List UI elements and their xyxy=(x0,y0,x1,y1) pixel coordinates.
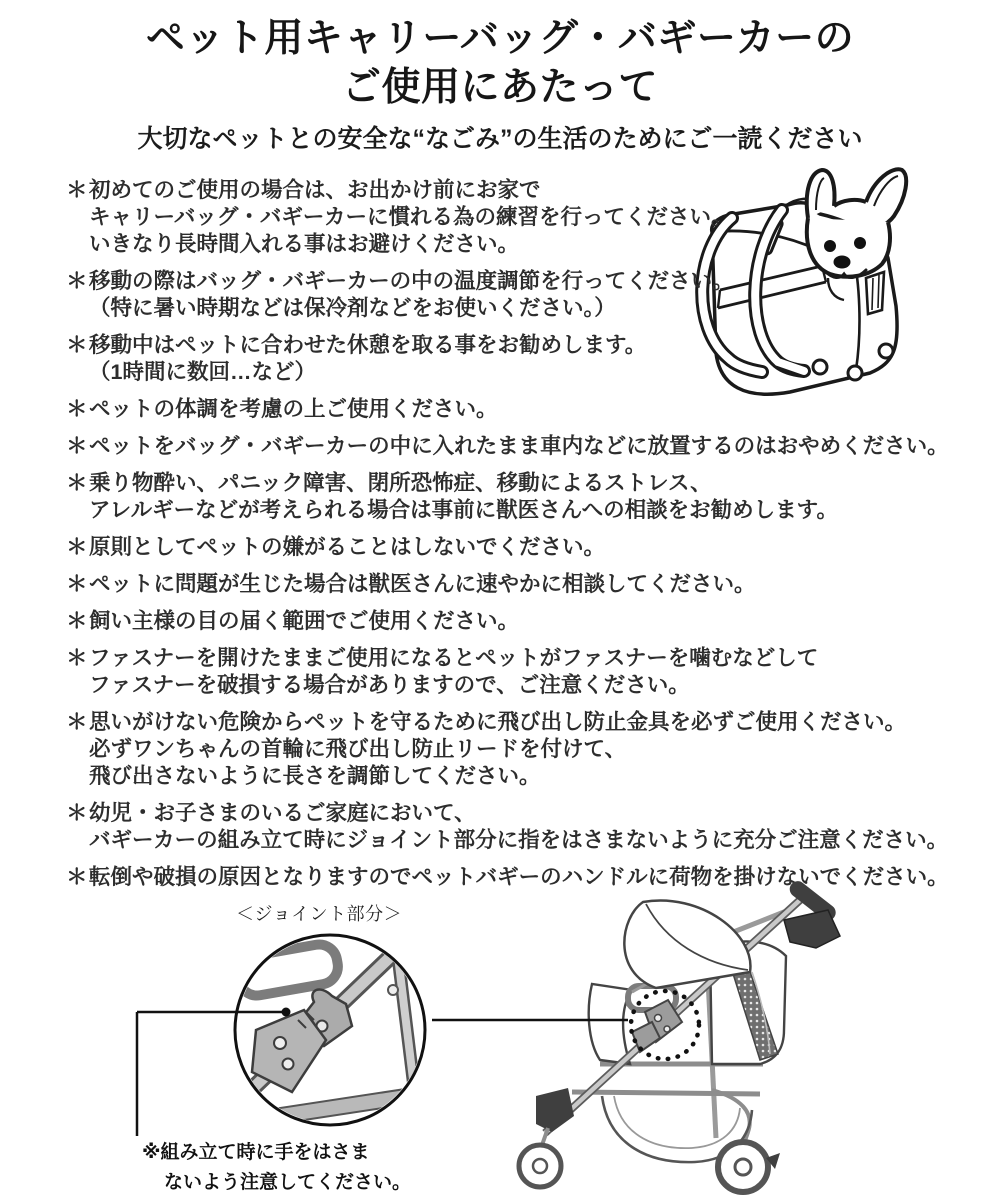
instruction-line: ペットに問題が生じた場合は獣医さんに速やかに相談してください。 xyxy=(89,572,756,596)
instruction-item xyxy=(66,177,976,258)
instruction-line: 移動の際はバッグ・バギーカーの中の温度調節を行ってください。 xyxy=(89,269,734,293)
page-title-line2: ご使用にあたって xyxy=(341,66,658,109)
instruction-item xyxy=(66,800,976,854)
instruction-item xyxy=(66,571,976,598)
instruction-line: いきなり長時間入れる事はお避けください。 xyxy=(89,232,520,256)
instruction-line: ファスナーを破損する場合がありますので、ご注意ください。 xyxy=(89,673,690,697)
bullet-marker: ＊ xyxy=(66,865,88,889)
instruction-line: ペットの体調を考慮の上ご使用ください。 xyxy=(89,397,498,421)
bullet-marker: ＊ xyxy=(66,801,88,825)
instruction-item xyxy=(66,645,976,699)
page-title-line1: ペット用キャリーバッグ・バギーカーの xyxy=(145,17,855,60)
joint-section-label: ＜ジョイント部分＞ xyxy=(236,904,403,924)
instruction-line: 転倒や破損の原因となりますのでペットバギーのハンドルに荷物を掛けないでください。 xyxy=(89,865,949,889)
assembly-caution xyxy=(142,1138,411,1198)
instruction-item xyxy=(66,433,976,460)
instruction-line: バギーカーの組み立て時にジョイント部分に指をはさまないように充分ご注意ください。 xyxy=(89,828,949,852)
caution-line: ないよう注意してください。 xyxy=(164,1172,412,1193)
caution-line: ※組み立て時に手をはさま xyxy=(142,1142,370,1163)
instruction-item xyxy=(66,709,976,790)
instruction-item xyxy=(66,534,976,561)
instruction-line: 必ずワンちゃんの首輪に飛び出し防止リードを付けて、 xyxy=(89,737,627,761)
bullet-marker: ＊ xyxy=(66,397,88,421)
bullet-marker: ＊ xyxy=(66,572,88,596)
instruction-line: （特に暑い時期などは保冷剤などをお使いください。） xyxy=(89,296,616,320)
instruction-line: 幼児・お子さまのいるご家庭において、 xyxy=(89,801,476,825)
instruction-item xyxy=(66,396,976,423)
pet-buggy xyxy=(519,880,840,1192)
instruction-line: 原則としてペットの嫌がることはしないでください。 xyxy=(89,535,606,559)
page-subtitle: 大切なペットとの安全な“なごみ”の生活のためにご一読ください xyxy=(137,125,863,153)
bullet-marker: ＊ xyxy=(66,333,88,357)
instruction-list xyxy=(66,177,976,901)
instruction-line: 移動中はペットに合わせた休憩を取る事をお勧めします。 xyxy=(89,333,647,357)
instruction-line: 飛び出さないように長さを調節してください。 xyxy=(89,764,541,788)
bullet-marker: ＊ xyxy=(66,646,88,670)
bullet-marker: ＊ xyxy=(66,434,88,458)
instruction-line: 思いがけない危険からペットを守るために飛び出し防止金具を必ずご使用ください。 xyxy=(89,710,907,734)
instruction-line: キャリーバッグ・バギーカーに慣れる為の練習を行ってください。 xyxy=(89,205,733,229)
joint-magnifier xyxy=(228,935,442,1131)
connector-dot xyxy=(282,1008,291,1017)
instruction-line: ファスナーを開けたままご使用になるとペットがファスナーを噛むなどして xyxy=(89,646,819,670)
page-title xyxy=(0,14,1000,112)
instruction-item xyxy=(66,608,976,635)
instruction-item xyxy=(66,470,976,524)
instruction-item xyxy=(66,332,976,386)
instruction-line: 乗り物酔い、パニック障害、閉所恐怖症、移動によるストレス、 xyxy=(89,471,712,495)
bullet-marker: ＊ xyxy=(66,710,88,734)
instruction-line: アレルギーなどが考えられる場合は事前に獣医さんへの相談をお勧めします。 xyxy=(89,498,838,522)
bullet-marker: ＊ xyxy=(66,535,88,559)
bullet-marker: ＊ xyxy=(66,269,88,293)
instruction-line: （1時間に数回…など） xyxy=(89,360,316,384)
bullet-marker: ＊ xyxy=(66,609,88,633)
instruction-line: ペットをバッグ・バギーカーの中に入れたまま車内などに放置するのはおやめください。 xyxy=(89,434,949,458)
instruction-item xyxy=(66,268,976,322)
instruction-line: 飼い主様の目の届く範囲でご使用ください。 xyxy=(89,609,520,633)
instruction-line: 初めてのご使用の場合は、お出かけ前にお家で xyxy=(89,178,541,202)
bullet-marker: ＊ xyxy=(66,178,88,202)
bullet-marker: ＊ xyxy=(66,471,88,495)
